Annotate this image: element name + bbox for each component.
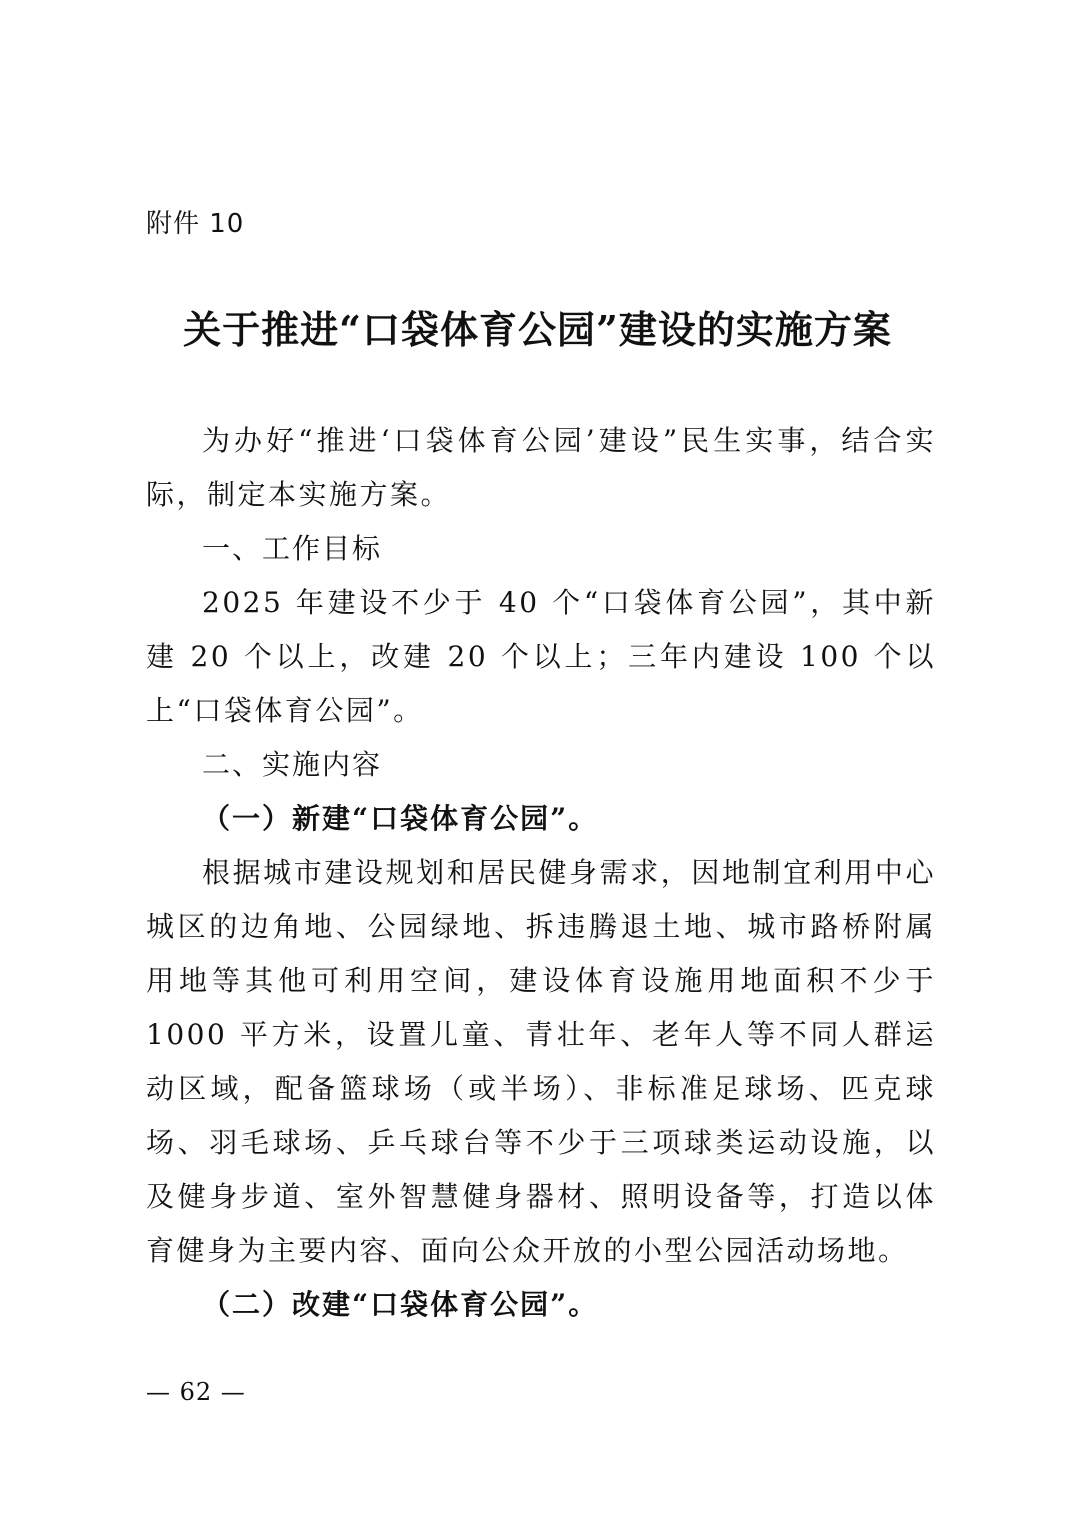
section-heading-content: 二、实施内容	[202, 748, 383, 781]
new-park-paragraph: 根据城市建设规划和居民健身需求，因地制宜利用中心城区的边角地、公园绿地、拆违腾退土地、城市路桥附属用地等其他可利用空间，建设体育设施用地面积不少于 1000 平方米，设置儿童、青壮年、老年人等不同人群运动区域，配备篮球场（或半场）、非标准足球场、匹克球场、羽毛球场、乒乓球台等不少于三项球类运动设施，以及健身步道、室外智慧健身器材、照明设备等，打造以体育健身为主要内容、面向公众开放的小型公园活动场地。	[146, 856, 936, 1267]
subsection-heading-new: （一）新建“口袋体育公园”。	[202, 802, 599, 835]
subsection-heading-renovate: （二）改建“口袋体育公园”。	[202, 1288, 599, 1321]
intro-paragraph: 为办好“推进‘口袋体育公园’建设”民生实事，结合实际，制定本实施方案。	[146, 424, 936, 511]
page-number: — 62 —	[146, 1378, 246, 1406]
attachment-label: 附件 10	[146, 209, 245, 239]
goals-paragraph: 2025 年建设不少于 40 个“口袋体育公园”，其中新建 20 个以上，改建 20 个以上；三年内建设 100 个以上“口袋体育公园”。	[146, 586, 936, 727]
section-heading-goals: 一、工作目标	[202, 532, 383, 565]
document-title: 关于推进“口袋体育公园”建设的实施方案	[183, 307, 892, 352]
